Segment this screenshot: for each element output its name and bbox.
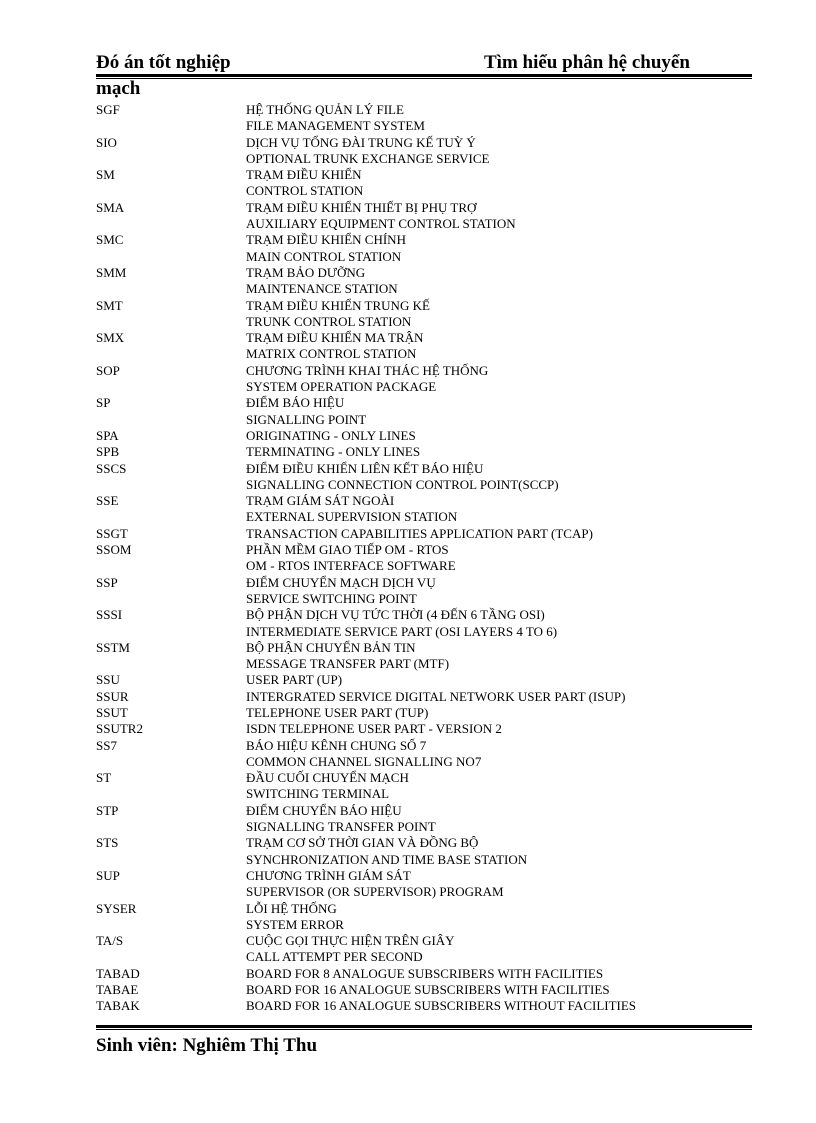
abbreviation-term: SS7 [96, 737, 117, 753]
definition-line: OM - RTOS INTERFACE SOFTWARE [246, 558, 456, 574]
abbreviation-entry [96, 526, 736, 542]
abbreviation-term: SUP [96, 867, 120, 883]
abbreviation-term: SSGT [96, 525, 128, 541]
abbreviation-term: SSSI [96, 607, 123, 623]
definition-line: ISDN TELEPHONE USER PART - VERSION 2 [246, 721, 502, 737]
footer-student-name: Sinh viên: Nghiêm Thị Thu [96, 1035, 318, 1056]
abbreviation-definition [246, 966, 736, 982]
abbreviation-term: SSE [96, 493, 119, 509]
definition-line: TRẠM ĐIỀU KHIỂN MA TRẬN [246, 330, 424, 346]
definition-line: BOARD FOR 16 ANALOGUE SUBSCRIBERS WITH FACILITIES [246, 982, 610, 998]
abbreviation-definition [246, 526, 736, 542]
abbreviation-definition [246, 428, 736, 444]
abbreviation-term: SMX [96, 330, 125, 346]
abbreviation-entry [96, 265, 736, 298]
abbreviation-term: TA/S [96, 933, 124, 949]
definition-line: PHẦN MỀM GIAO TIẾP OM - RTOS [246, 542, 449, 558]
abbreviation-definition [246, 330, 736, 363]
definition-line: TRẠM BẢO DƯỠNG [246, 264, 366, 280]
abbreviation-definition [246, 444, 736, 460]
definition-line: MAIN CONTROL STATION [246, 248, 402, 264]
definition-line: ĐẦU CUỐI CHUYỂN MẠCH [246, 770, 409, 786]
abbreviation-definition [246, 835, 736, 868]
abbreviation-term: STS [96, 835, 119, 851]
abbreviation-definition [246, 607, 736, 640]
definition-line: SYSTEM OPERATION PACKAGE [246, 379, 437, 395]
header-right-title: Tìm hiểu phân hệ chuyển [484, 52, 690, 73]
abbreviation-entry [96, 803, 736, 836]
abbreviation-entry [96, 298, 736, 331]
abbreviation-term: SSCS [96, 460, 127, 476]
abbreviation-definition [246, 461, 736, 494]
definition-line: MATRIX CONTROL STATION [246, 346, 417, 362]
definition-line: TRANSACTION CAPABILITIES APPLICATION PART (TCAP) [246, 525, 593, 541]
abbreviation-definition [246, 542, 736, 575]
definition-line: BOARD FOR 16 ANALOGUE SUBSCRIBERS WITHOUT FACILITIES [246, 998, 637, 1014]
definition-line: INTERGRATED SERVICE DIGITAL NETWORK USER PART (ISUP) [246, 688, 626, 704]
definition-line: MAINTENANCE STATION [246, 281, 398, 297]
abbreviation-term: SMT [96, 297, 123, 313]
abbreviation-entry [96, 395, 736, 428]
definition-line: TELEPHONE USER PART (TUP) [246, 704, 429, 720]
abbreviation-entry [96, 461, 736, 494]
abbreviation-entry [96, 982, 736, 998]
abbreviation-term: SSU [96, 672, 120, 688]
abbreviation-entry [96, 493, 736, 526]
definition-line: TRẠM GIÁM SÁT NGOÀI [246, 493, 395, 509]
abbreviation-definition [246, 705, 736, 721]
definition-line: HỆ THỐNG QUẢN LÝ FILE [246, 102, 404, 117]
abbreviation-term: SSTM [96, 639, 130, 655]
abbreviation-definition [246, 200, 736, 233]
abbreviation-definition [246, 232, 736, 265]
abbreviation-term: SMM [96, 264, 127, 280]
abbreviation-term: SOP [96, 362, 120, 378]
definition-line: SIGNALLING POINT [246, 411, 367, 427]
abbreviation-entry [96, 705, 736, 721]
abbreviation-entry [96, 672, 736, 688]
abbreviation-entry [96, 167, 736, 200]
abbreviation-term: SP [96, 395, 111, 411]
abbreviation-term: SSP [96, 574, 118, 590]
abbreviation-term: SSOM [96, 542, 132, 558]
definition-line: ĐIỂM CHUYỂN BÁO HIỆU [246, 802, 402, 818]
abbreviation-term: SM [96, 167, 115, 183]
footer-divider [96, 1025, 752, 1030]
definition-line: LỖI HỆ THỐNG [246, 900, 337, 916]
definition-line: SERVICE SWITCHING POINT [246, 590, 417, 606]
definition-line: CONTROL STATION [246, 183, 364, 199]
abbreviation-term: STP [96, 802, 119, 818]
abbreviation-definition [246, 493, 736, 526]
abbreviation-definition [246, 803, 736, 836]
definition-line: BOARD FOR 8 ANALOGUE SUBSCRIBERS WITH FACILITIES [246, 965, 604, 981]
definition-line: ORIGINATING - ONLY LINES [246, 427, 416, 443]
abbreviation-entry [96, 575, 736, 608]
abbreviation-term: SIO [96, 134, 117, 150]
abbreviation-entry [96, 721, 736, 737]
abbreviation-definition [246, 298, 736, 331]
abbreviation-term: SPA [96, 427, 119, 443]
abbreviation-definition [246, 102, 736, 135]
abbreviation-term: SSUTR2 [96, 721, 143, 737]
definition-line: TRẠM ĐIỀU KHIỂN [246, 167, 362, 183]
abbreviation-definition [246, 901, 736, 934]
header-divider [96, 74, 752, 79]
abbreviation-entry [96, 200, 736, 233]
abbreviation-entry [96, 363, 736, 396]
header-right-title-continuation: mạch [96, 78, 141, 99]
definition-line: ĐIỂM BÁO HIỆU [246, 395, 345, 411]
abbreviation-entry [96, 232, 736, 265]
abbreviation-entry [96, 933, 736, 966]
abbreviation-definition [246, 982, 736, 998]
definition-line: MESSAGE TRANSFER PART (MTF) [246, 656, 450, 672]
definition-line: CUỘC GỌI THỰC HIỆN TRÊN GIÂY [246, 933, 455, 949]
abbreviation-entry [96, 135, 736, 168]
abbreviation-entry [96, 428, 736, 444]
definition-line: SUPERVISOR (OR SUPERVISOR) PROGRAM [246, 884, 504, 900]
abbreviation-definition [246, 135, 736, 168]
abbreviation-term: SSUR [96, 688, 129, 704]
abbreviation-definition [246, 998, 736, 1014]
definition-line: SYSTEM ERROR [246, 916, 344, 932]
header-left-title: Đó án tốt nghiệp [96, 52, 231, 73]
abbreviation-definition [246, 738, 736, 771]
abbreviation-entry [96, 444, 736, 460]
abbreviation-definition [246, 575, 736, 608]
definition-line: TRẠM ĐIỀU KHIỂN CHÍNH [246, 232, 406, 248]
definition-line: EXTERNAL SUPERVISION STATION [246, 509, 458, 525]
abbreviation-entry [96, 835, 736, 868]
abbreviation-definition [246, 689, 736, 705]
abbreviation-term: SYSER [96, 900, 137, 916]
abbreviation-entry [96, 640, 736, 673]
abbreviation-term: TABAD [96, 965, 140, 981]
definition-line: TRẠM ĐIỀU KHIỂN TRUNG KẾ [246, 297, 430, 313]
abbreviation-definition [246, 640, 736, 673]
abbreviation-entry [96, 770, 736, 803]
abbreviation-term: SMA [96, 199, 125, 215]
abbreviation-term: TABAE [96, 982, 139, 998]
definition-line: OPTIONAL TRUNK EXCHANGE SERVICE [246, 150, 490, 166]
definition-line: TRẠM CƠ SỞ THỜI GIAN VÀ ĐỒNG BỘ [246, 835, 479, 851]
definition-line: SIGNALLING CONNECTION CONTROL POINT(SCCP) [246, 476, 559, 492]
abbreviation-definition [246, 672, 736, 688]
abbreviation-definition [246, 721, 736, 737]
abbreviation-entry [96, 542, 736, 575]
abbreviation-term: SPB [96, 444, 120, 460]
definition-line: BÁO HIỆU KÊNH CHUNG SỐ 7 [246, 737, 427, 753]
abbreviation-term: SGF [96, 102, 120, 117]
abbreviation-entry [96, 102, 736, 135]
definition-line: TRẠM ĐIỀU KHIỂN THIẾT BỊ PHỤ TRỢ [246, 199, 477, 215]
definition-line: COMMON CHANNEL SIGNALLING NO7 [246, 753, 482, 769]
definition-line: CALL ATTEMPT PER SECOND [246, 949, 423, 965]
abbreviation-entry [96, 330, 736, 363]
definition-line: CHƯƠNG TRÌNH KHAI THÁC HỆ THỐNG [246, 362, 489, 378]
page-header [96, 52, 752, 74]
definition-line: FILE MANAGEMENT SYSTEM [246, 118, 425, 134]
abbreviation-definition [246, 363, 736, 396]
abbreviation-term: SSUT [96, 704, 128, 720]
definition-line: USER PART (UP) [246, 672, 343, 688]
abbreviation-definition [246, 167, 736, 200]
abbreviation-term: ST [96, 770, 112, 786]
definition-line: INTERMEDIATE SERVICE PART (OSI LAYERS 4 TO 6) [246, 623, 558, 639]
abbreviation-definition [246, 265, 736, 298]
definition-line: ĐIỂM CHUYỂN MẠCH DỊCH VỤ [246, 574, 436, 590]
abbreviation-entry [96, 689, 736, 705]
definition-line: CHƯƠNG TRÌNH GIÁM SÁT [246, 867, 411, 883]
abbreviation-entry [96, 607, 736, 640]
abbreviation-list [96, 102, 736, 1015]
abbreviation-entry [96, 966, 736, 982]
definition-line: DỊCH VỤ TỔNG ĐÀI TRUNG KẾ TUỲ Ý [246, 134, 476, 150]
definition-line: ĐIỂM ĐIỀU KHIỂN LIÊN KẾT BÁO HIỆU [246, 460, 484, 476]
abbreviation-definition [246, 868, 736, 901]
definition-line: SIGNALLING TRANSFER POINT [246, 819, 436, 835]
abbreviation-entry [96, 738, 736, 771]
definition-line: BỘ PHẬN DỊCH VỤ TỨC THỜI (4 ĐẾN 6 TẦNG OSI) [246, 607, 545, 623]
definition-line: TRUNK CONTROL STATION [246, 313, 412, 329]
definition-line: SWITCHING TERMINAL [246, 786, 390, 802]
definition-line: SYNCHRONIZATION AND TIME BASE STATION [246, 851, 528, 867]
abbreviation-term: TABAK [96, 998, 140, 1014]
abbreviation-entry [96, 868, 736, 901]
abbreviation-entry [96, 998, 736, 1014]
abbreviation-term: SMC [96, 232, 124, 248]
abbreviation-definition [246, 395, 736, 428]
definition-line: BỘ PHẬN CHUYỂN BẢN TIN [246, 639, 416, 655]
abbreviation-entry [96, 901, 736, 934]
abbreviation-definition [246, 770, 736, 803]
definition-line: AUXILIARY EQUIPMENT CONTROL STATION [246, 216, 516, 232]
definition-line: TERMINATING - ONLY LINES [246, 444, 421, 460]
abbreviation-definition [246, 933, 736, 966]
